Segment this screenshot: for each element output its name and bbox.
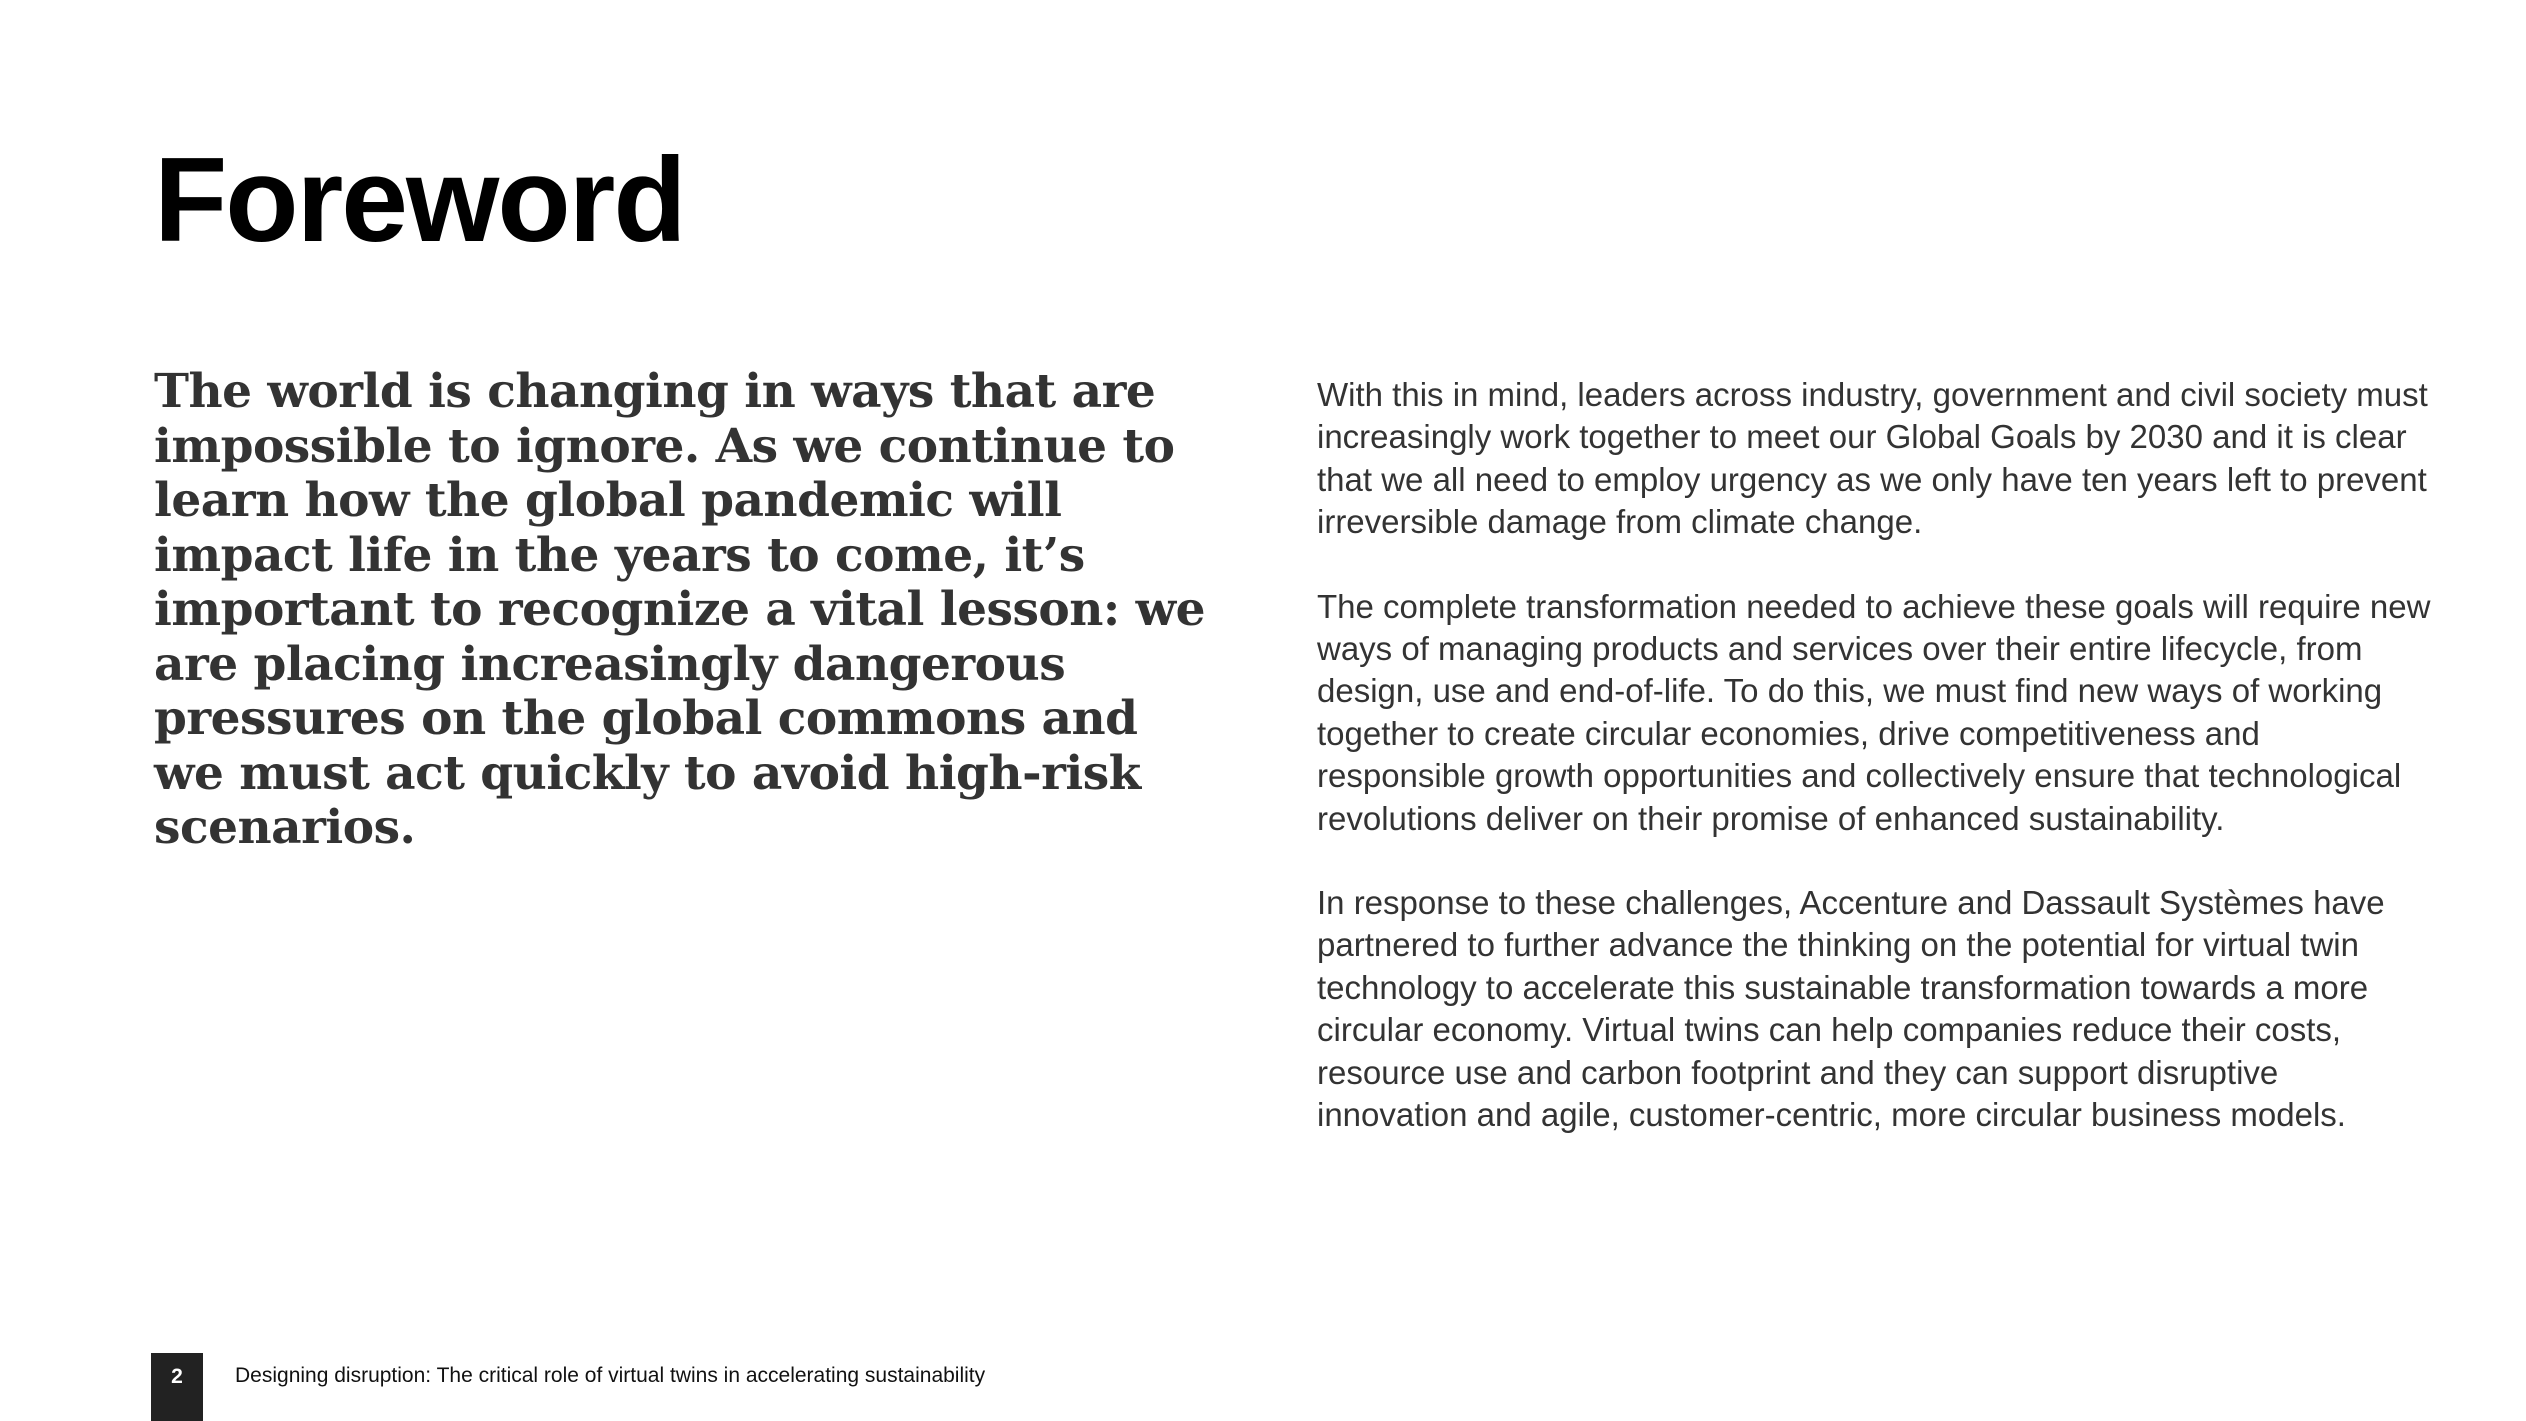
page-number-badge: 2 [151, 1353, 203, 1421]
running-title: Designing disruption: The critical role of virtual twins in accelerating sustainability [235, 1364, 986, 1387]
lead-paragraph: The world is changing in ways that are impossible to ignore. As we continue to learn how the global pandemic will impact life in the years to come, it’s important to recognize a vital lesson: we are placing increasingly dangerous pressures on the global commons and we must act quickly to avoid high-risk scenarios. [154, 364, 1205, 855]
body-paragraph-3: In response to these challenges, Accenture and Dassault Systèmes have partnered to further advance the thinking on the potential for virtual twin technology to accelerate this sustainable transformation towards a more circular economy. Virtual twins can help companies reduce their costs, resource use and carbon footprint and they can support disruptive innovation and agile, customer-centric, more circular business models. [1317, 884, 2385, 1134]
body-paragraph-2: The complete transformation needed to achieve these goals will require new ways of managing products and services over their entire lifecycle, from design, use and end-of-life. To do this, we must find new ways of working together to create circular economies, drive competitiveness and responsible growth opportunities and collectively ensure that technological revolutions deliver on their promise of enhanced sustainability. [1317, 587, 2431, 837]
body-column [1317, 374, 2437, 1179]
page-footer [151, 1353, 985, 1421]
page-title: Foreword [154, 133, 685, 267]
body-paragraph-1: With this in mind, leaders across industry, government and civil society must increasingly work together to meet our Global Goals by 2030 and it is clear that we all need to employ urgency as we only have ten years left to prevent irreversible damage from climate change. [1317, 376, 2428, 541]
